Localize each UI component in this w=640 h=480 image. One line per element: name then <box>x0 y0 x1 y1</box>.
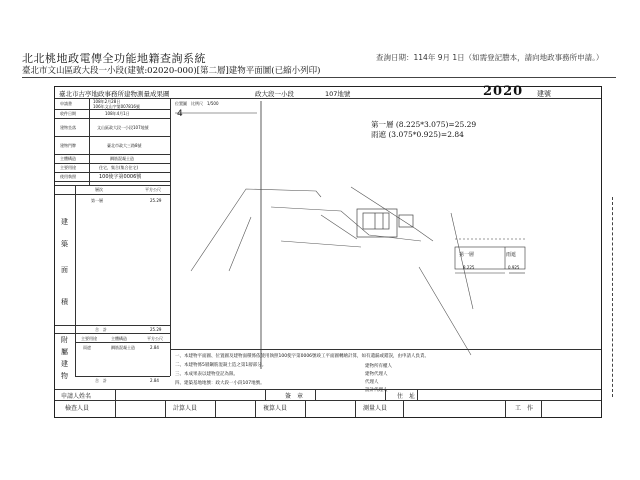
notes-rule <box>170 349 601 350</box>
vertical-label-char: 築 <box>61 240 68 248</box>
building-number: 2020 <box>483 84 524 99</box>
bottom-colsep <box>255 400 256 417</box>
annex-vertical-char: 物 <box>61 372 68 380</box>
query-date: 查詢日期：114年 9月 1日（如需登記謄本，請向地政事務所申請。） <box>376 53 604 62</box>
bottom-colsep <box>541 400 542 417</box>
checker-label: 檢查人員 <box>65 405 90 412</box>
survey-form <box>54 86 602 418</box>
row-rule <box>55 136 170 137</box>
bottom-colsep <box>215 400 216 417</box>
total-label: 合 計 <box>95 327 107 332</box>
row-rule <box>55 194 170 195</box>
sign-label: 建物所有權人 <box>365 364 392 369</box>
row-rule <box>75 342 170 343</box>
bottom-colsep <box>115 389 116 400</box>
annex-vertical-char: 建 <box>61 360 68 368</box>
bottom-rule <box>55 400 601 401</box>
row-value: 鋼筋混凝土造 <box>110 156 134 161</box>
vertical-label-char: 積 <box>61 298 68 306</box>
bottom-colsep <box>355 400 356 417</box>
vertical-label-char: 建 <box>61 218 68 226</box>
sign-label: 設計代理人 <box>365 388 388 393</box>
north-arrow-label: 4 <box>177 109 183 119</box>
row-rule <box>55 333 170 334</box>
bottom-colsep <box>165 400 166 417</box>
area-formula: 雨遮 (3.075*0.925)=2.84 <box>371 130 464 139</box>
bottom-colsep <box>385 389 386 400</box>
row-label: 建物門牌 <box>60 143 76 148</box>
note-line: 二、本建物係5層鋼筋混凝土造之第1層部分。 <box>175 363 267 368</box>
cut-line <box>612 197 613 397</box>
section-name: 政大段一小段 <box>255 90 294 98</box>
row-rule <box>55 109 170 110</box>
row-rule <box>75 376 170 377</box>
row-label: 建物坐落 <box>60 125 76 130</box>
row-label: 主體構造 <box>60 156 76 161</box>
area-header-floor: 層次 <box>95 187 103 192</box>
row-rule <box>55 163 170 164</box>
row-value: 臺北市政大三路8號 <box>107 143 142 148</box>
row-rule <box>55 325 170 326</box>
annex-header-structure: 主體構造 <box>111 336 127 341</box>
row-value: 108年2月28日 106年文山字第007816號 <box>93 99 140 109</box>
bottom-colsep <box>505 400 506 417</box>
applicant-label: 申請人姓名 <box>61 393 92 400</box>
bottom-colsep <box>417 389 418 400</box>
building-outline <box>357 209 413 237</box>
annex-structure: 鋼筋混凝土造 <box>111 345 135 350</box>
header-divider <box>22 77 616 78</box>
area-header-area: 平方公尺 <box>145 187 161 192</box>
reviewer-label: 複算人員 <box>263 405 288 412</box>
note-line: 四、建築基地地號：政大段一小段107地號。 <box>175 381 265 386</box>
floor-plan-dimension: 0.925 <box>508 265 520 270</box>
floor-plan-dimension: 8.225 <box>463 265 475 270</box>
floor-name: 第一層 <box>91 198 103 203</box>
bottom-colsep <box>265 389 266 400</box>
row-value: 住宅，集合(集合住宅) <box>99 165 139 170</box>
floor-area: 25.29 <box>150 198 162 203</box>
lineman-label: 工 作 <box>515 405 534 412</box>
system-title: 北北桃地政電傳全功能地籍查詢系統 <box>22 52 206 65</box>
row-label: 主要用途 <box>60 165 76 170</box>
row-label: 申請書 <box>60 101 72 106</box>
bottom-rule <box>55 389 601 390</box>
row-rule <box>55 181 170 182</box>
annex-total-label: 合 計 <box>95 378 107 383</box>
annex-vertical-char: 附 <box>61 336 68 344</box>
annex-vertical-char: 屬 <box>61 348 68 356</box>
row-value: 文山區政大段一小段107地號 <box>97 125 149 130</box>
vertical-label-col <box>75 185 76 376</box>
row-value: 108年4月1日 <box>105 111 130 116</box>
annex-area: 2.84 <box>150 345 159 350</box>
calculator-label: 計算人員 <box>173 405 198 412</box>
bottom-colsep <box>315 389 316 400</box>
note-line: 三、本成果表以建物登記為限。 <box>175 372 238 377</box>
surveyor-label: 測量人員 <box>363 405 388 412</box>
row-rule <box>55 154 170 155</box>
sign-label: 建物代理人 <box>365 372 388 377</box>
bottom-colsep <box>403 400 404 417</box>
location-scale-text: 位置圖 比例尺 1/500 <box>175 101 219 106</box>
document-subtitle: 臺北市文山區政大段一小段(建號:02020-000)[第二層]建物平面圖(已縮小列印) <box>22 66 321 76</box>
sign-label: 代理人 <box>365 380 379 385</box>
address-label: 住 址 <box>397 393 416 400</box>
office-title: 臺北市古亭地政事務所建物測量成果圖 <box>59 90 170 98</box>
row-value: 100使字第0006號 <box>99 174 142 180</box>
area-formula: 第一層 (8.225*3.075)=25.29 <box>371 120 477 129</box>
floor-plan-label: 雨遮 <box>506 252 517 258</box>
bottom-colsep <box>115 400 116 417</box>
row-rule <box>55 185 170 186</box>
annex-header-area: 平方公尺 <box>147 336 163 341</box>
row-label: 收件日期 <box>60 111 76 116</box>
stamp-label: 簽 章 <box>285 393 304 400</box>
annex-total-area: 2.84 <box>150 378 159 383</box>
note-line: 一、本建物平面圖、位置圖及建物面積係依使用執照100使字第0006號竣工平面圖轉繪計算，如有遺漏或錯誤，由申請人負責。 <box>175 354 430 359</box>
floor-plan-label: 第一層 <box>459 252 475 258</box>
vertical-label-char: 面 <box>61 266 68 274</box>
total-area: 25.29 <box>150 327 162 332</box>
row-label: 使用執照 <box>60 174 76 179</box>
building-number-label: 建號 <box>537 90 551 98</box>
row-rule <box>55 118 170 119</box>
parcel-boundaries <box>191 187 473 355</box>
annex-use: 雨遮 <box>83 345 91 350</box>
annex-header-use: 主要用途 <box>81 336 97 341</box>
bottom-colsep <box>305 400 306 417</box>
parcel-number: 107地號 <box>325 90 351 98</box>
site-plan-drawing <box>171 99 601 377</box>
